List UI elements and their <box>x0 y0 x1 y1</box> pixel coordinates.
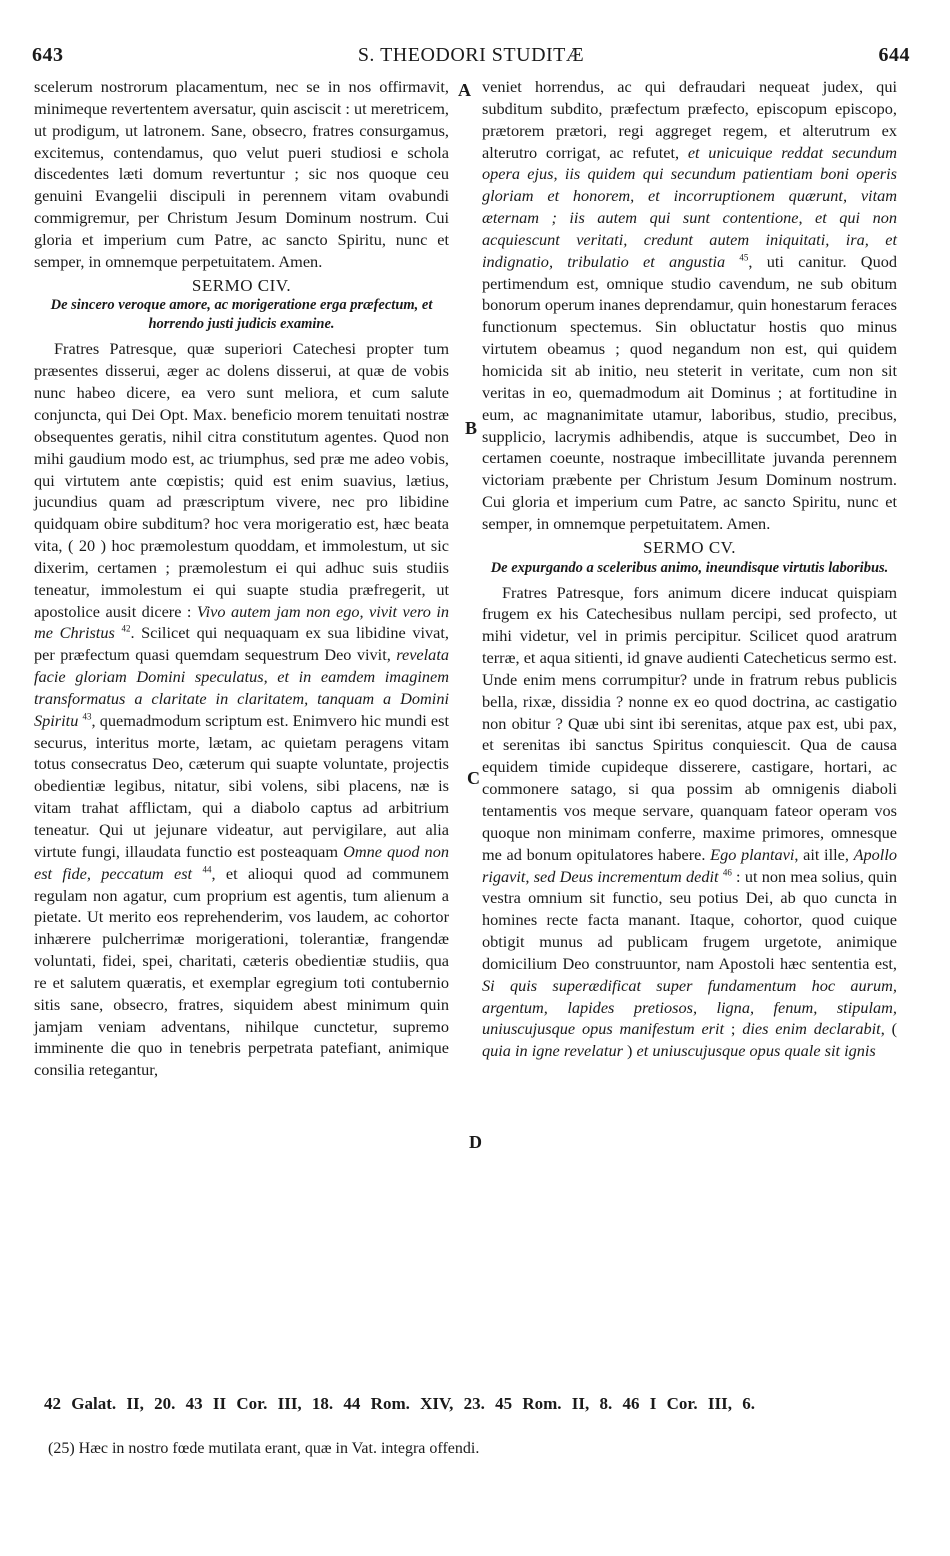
running-title: S. THEODORI STUDITÆ <box>357 44 585 66</box>
page-number-right: 644 <box>878 44 910 66</box>
running-header <box>32 44 910 68</box>
scripture-quote: Vivo autem jam non ego, vivit vero in me Christus <box>34 601 450 643</box>
page-number-left: 643 <box>32 44 64 66</box>
scripture-quote: et unicuique reddat secundum opera ejus, iis quidem qui secundum patientiam boni operis gloriam et honorem, et incorruptionem quærunt, vitam æternam ; iis autem qui sunt contentione, et qui non acquiescunt veritati, credunt autem iniquitati, ira, et indignatio, tribulatio et angustia <box>482 142 897 271</box>
right-column <box>482 76 897 1062</box>
margin-marker-c: C <box>467 768 480 788</box>
text-run: , ( <box>880 1019 898 1039</box>
footnote-references: 42 Galat. II, 20. 43 II Cor. III, 18. 44 Rom. XIV, 23. 45 Rom. II, 8. 46 I Cor. III, 6. <box>44 1394 755 1413</box>
text-run: Fratres Patresque, quæ superiori Catechesi propter tum præsentes disserui, æger ac dolens disserui, at quæ de vobis nunc habeo dicere, ea vero sunt meliora, et cum salute conjuncta, qui Dei Opt. Max. beneficio morem tenuitati nostræ obsequentes geratis, nihil citra constitutum agentes. Quod non mihi gaudium modo est, ac triumphus, sed præ me adeo vobis, qui virtutem ante cœpistis; quid est enim suavius, lætius, jucundius quam ad præscriptum vivere, nec pro libidine quidquam obire subditum? hoc vera morigeratio est, hæc beata vita, ( 20 ) hoc præmolestum quoddam, et immolestum, ut sic dixerim, certamen ; præmolestum ei qui adhuc suis studiis teneatur, immolestum ei qui suapte studia præfregerit, ut apostolice ausit dicere : <box>34 339 449 621</box>
text-run: ) <box>622 1041 637 1061</box>
sermon-title: SERMO CIV. <box>191 275 292 295</box>
sermon-subtitle: De expurgando a sceleribus animo, ineundisque virtutis laboribus. <box>490 559 889 576</box>
text-run: : ut non mea solius, quin vestra omnium sit functio, seu potius Dei, ab quo cuncta in homines recte facta manant. Itaque, cohortor, quod cuique obtigit munus ad publicam frugem urgetote, animique domicilium Deo construuntor, nam Apostoli hæc sententia est, <box>482 866 897 973</box>
scripture-quote: Ego plantavi <box>710 844 795 864</box>
left-column <box>34 76 449 1081</box>
scripture-quote: Si quis superædificat super fundamentum hoc aurum, argentum, lapides pretiosos, ligna, fenum, stipulam, uniuscujusque opus manifestum erit <box>482 975 897 1039</box>
text-run: , quemadmodum scriptum est. Enimvero hic mundi est securus, interitus morte, lætam, ac quietam peragens vitam totus consecratus Deo, cæterum qui suapte voluntate, projectis obedientiæ legibus, nitatur, sibi volens, sibi placens, næ is vitam trahat afflictam, qui a diabolo captus ad arbitrium teneatur. Qui ut jejunare videatur, aut pervigilare, aut alia virtute fungi, illaudata functio est posteaquam <box>34 710 449 861</box>
margin-marker-a: A <box>458 80 471 100</box>
sermon-title: SERMO CV. <box>643 537 736 557</box>
text-run: veniet horrendus, ac qui defraudari nequeat judex, qui subditum subdito, præfectum præfecto, episcopum episcopo, prætorem prætori, regi aggreget regem, et alterutrum ex alterutro corrigat, ac refutet, <box>482 77 897 162</box>
scripture-quote: quia in igne revelatur <box>482 1041 623 1061</box>
text-run: , uti canitur. Quod pertimendum est, omnique studio cavendum, ne sub obitum bonorum operum inanes deprendamur, quin honestarum feraces functionum spectemus. Sin obluctatur hostis quo minus virtutem obeamus ; quod negandum non est, qui quidem homicida sit ab initio, neu steterit in veritate, cum non sit veritas in eo, quemadmodum ait Dominus ; at fortitudine in eum, ac magnanimitate utamur, laboribus, studio, precibus, supplicio, lacrymis adhibendis, atque is succumbet, Deo in certamen coeunte, nostraque imbecillitate juvanda perennem victoriam præbente per Christum Jesum Dominum nostrum. Cui gloria et imperium cum Patre, ac sancto Spiritu, nunc et semper, in omnemque perpetuitatem. Amen. <box>482 251 897 533</box>
footnote-ref: 46 <box>722 867 732 878</box>
editorial-note: (25) Hæc in nostro fœde mutilata erant, quæ in Vat. integra offendi. <box>48 1440 480 1457</box>
scripture-quote: Omne quod non est fide, peccatum est <box>34 841 449 883</box>
paragraph <box>34 338 449 1081</box>
text-run: Fratres Patresque, fors animum dicere inducat quispiam frugem ex his Catechesibus nullam percipi, sed profecto, ut mihi videtur, vel in primis percipitur. Scilicet quod aratrum terræ, et aqua sitienti, id gnave audienti Catecheticus sermo est. Unde enim mens corrumpitur? unde in fratrum rebus publicis bella, rixæ, dissidia ? nonne ex eo quod doctrina, ac castigatio non obitur ? Quæ ubi sint ibi serenitas, atque pax est, ubi pax, et serenitas ibi sanctus Spiritus conquiescit. Qua de causa equidem timide cupideque disserere, castigare, hortari, ac commonere satago, si qua possim ab omnigenis diaboli tentamentis vos meque servare, quanquam fateor operam vos quoque non minimam conferre, maxime primores, omnesque me ad bonum opitulatores habere. <box>482 582 897 864</box>
sermon-subtitle: De sincero veroque amore, ac morigeratione erga præfectum, et horrendo justi judicis examine. <box>50 297 433 333</box>
paragraph <box>482 76 897 535</box>
paragraph: scelerum nostrorum placamentum, nec se in nos offirmavit, minimeque revertentem aversatur, quin asciscit : ut meretricem, ut prodigum, ut latronem. Sane, obsecro, fratres consurgamus, excitemus, contendamus, quo velut pueri studiosi e schola discedentes læti domum revertuntur ; sic nos quoque ceu genuini Evangelii discipuli in perennem vitam ovabundi commigremur, per Christum Jesum Dominum nostrum. Cui gloria et imperium cum Patre, ac sancto Spiritu, nunc et semper, in omnemque perpetuitatem. Amen. <box>34 77 449 271</box>
text-run: , et alioqui quod ad communem regulam non agatur, cum proprium est agentis, tum alienum a pietate. Ut merito eos reprehenderim, vos laudem, ac cohortor inhærere pulcherrimæ morigerationi, tolerantiæ, frangendæ voluntati, fidei, spei, charitati, cæteris obedientiæ studiis, qua re et salutem quæratis, et exemplar egregium toti contubernio sitis sane, obsecro, fratres, siquidem abest minimum quin jamjam veniam adventans, nihilque cunctetur, supremo imminente die quo in tenebris perpetrata patefiant, animique consilia retegantur, <box>34 863 450 1080</box>
scripture-quote: dies enim declarabit <box>742 1019 881 1039</box>
footnote-ref: 44 <box>202 864 212 875</box>
scripture-quote: Apollo rigavit, sed Deus incrementum dedit <box>482 844 897 886</box>
paragraph <box>482 582 897 1063</box>
margin-marker-b: B <box>465 418 478 438</box>
text-run: , ait ille, <box>794 844 854 864</box>
footnote-ref: 43 <box>82 711 92 722</box>
scripture-quote: revelata facie gloriam Domini speculatus, et in eamdem imaginem transformatus a claritate in claritatem, tanquam a Domini Spiritu <box>34 645 449 730</box>
footnote-ref: 42 <box>121 623 131 634</box>
footnote-ref: 45 <box>739 252 749 263</box>
text-run: . Scilicet qui nequaquam ex sua libidine vivat, per præfectum quasi quemdam sequestrum Deo vivit, <box>34 623 449 665</box>
text-run: ; <box>724 1019 743 1039</box>
scripture-quote: et uniuscujusque opus quale sit ignis <box>636 1041 876 1061</box>
margin-marker-d: D <box>469 1132 482 1152</box>
